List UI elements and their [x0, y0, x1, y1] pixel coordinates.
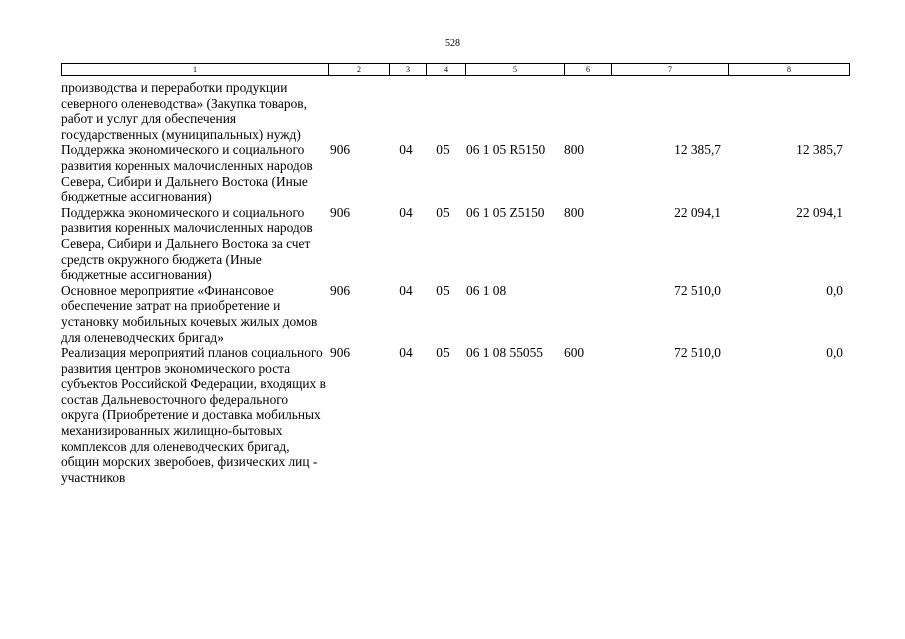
row-ved: 906	[330, 345, 351, 361]
row-sum-2	[723, 80, 843, 142]
row-ved: 906	[330, 142, 351, 158]
column-header-2: 2	[329, 64, 390, 76]
row-ved: 906	[330, 204, 351, 220]
table-row	[61, 142, 853, 204]
column-header-row	[62, 64, 850, 76]
row-sum-1	[606, 80, 723, 142]
row-csr: 06 1 05 R5150	[466, 142, 546, 158]
row-vr	[562, 283, 606, 345]
page-number: 528	[445, 38, 460, 49]
row-sum-2: 0,0	[826, 282, 843, 298]
row-name: Основное мероприятие «Финансовое обеспечение затрат на приобретение и установку мобильных кочевых жилых домов для оленеводческих бригад»	[61, 282, 318, 345]
row-name: Поддержка экономического и социального развития коренных малочисленных народов Севера, Сибири и Дальнего Востока за счет средств окружного бюджета (Иные бюджетные ассигнования)	[61, 204, 313, 283]
column-header-4: 4	[427, 64, 466, 76]
column-header-3: 3	[390, 64, 427, 76]
row-vr: 600	[564, 345, 585, 361]
row-sum-1: 72 510,0	[674, 282, 721, 298]
row-sum-2: 0,0	[826, 345, 843, 361]
row-pr: 05	[436, 142, 450, 158]
row-name: Реализация мероприятий планов социального развития центров экономического роста субъектов Российской Федерации, входящих в состав Дальневосточного федерального округа (Приобретение и доставка мобильных механизированных жилищно-бытовых комплексов для оленеводческих бригад, общин морских зверобоев, физических лиц - участников	[61, 345, 326, 485]
row-pr: 05	[436, 204, 450, 220]
row-csr: 06 1 08 55055	[466, 345, 543, 361]
table-row	[61, 205, 853, 283]
row-vr	[562, 80, 606, 142]
row-pr: 05	[436, 282, 450, 298]
row-sum-1: 12 385,7	[674, 142, 721, 158]
row-ved: 906	[330, 282, 351, 298]
row-sum-1: 72 510,0	[674, 345, 721, 361]
column-header-8: 8	[729, 64, 850, 76]
row-rz: 04	[399, 282, 413, 298]
table-row	[61, 80, 853, 142]
column-header-6: 6	[565, 64, 612, 76]
row-rz	[388, 80, 424, 142]
row-rz: 04	[399, 142, 413, 158]
row-pr	[424, 80, 462, 142]
column-header-table	[61, 63, 850, 76]
row-ved	[328, 80, 388, 142]
row-pr: 05	[436, 345, 450, 361]
row-rz: 04	[399, 345, 413, 361]
column-header-7: 7	[612, 64, 729, 76]
budget-table-body	[61, 80, 853, 485]
table-row	[61, 283, 853, 345]
row-vr: 800	[564, 204, 585, 220]
row-name: Поддержка экономического и социального развития коренных малочисленных народов Севера, Сибири и Дальнего Востока (Иные бюджетные ассигнования)	[61, 142, 313, 205]
row-vr: 800	[564, 142, 585, 158]
table-row	[61, 345, 853, 485]
row-sum-2: 22 094,1	[796, 204, 843, 220]
row-sum-2: 12 385,7	[796, 142, 843, 158]
row-name: производства и переработки продукции северного оленеводства» (Закупка товаров, работ и услуг для обеспечения государственных (муниципальных) нужд)	[61, 80, 307, 142]
column-header-5: 5	[466, 64, 565, 76]
row-rz: 04	[399, 204, 413, 220]
row-csr	[462, 80, 562, 142]
row-csr: 06 1 08	[466, 282, 507, 298]
column-header-1: 1	[62, 64, 329, 76]
row-csr: 06 1 05 Z5150	[466, 204, 545, 220]
row-sum-1: 22 094,1	[674, 204, 721, 220]
